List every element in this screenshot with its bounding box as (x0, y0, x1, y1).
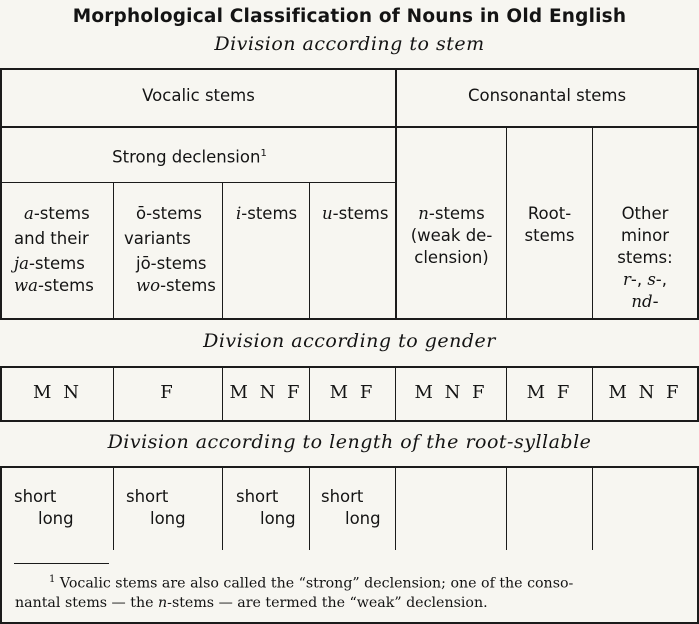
length-cell: short long (236, 487, 296, 528)
strong-header-divider (0, 182, 395, 183)
other-minor-stems-cell: Other minor stems: r-, s-, nd- (617, 204, 673, 311)
page-title: Morphological Classification of Nouns in Old English (72, 6, 627, 27)
gender-cell: M N (33, 382, 82, 403)
root-stems-cell: Root- stems (524, 204, 575, 245)
u-stems-cell: u-stems (322, 204, 389, 223)
o-stems-cell: ō-stems variants jō-stems wo-stems (124, 204, 216, 295)
footnote-mark: 1 (260, 148, 267, 159)
strong-declension-header: Strong declension$^1$ (112, 147, 267, 167)
length-cell: short long (126, 487, 186, 528)
gender-cell: M F (526, 382, 573, 403)
n-stems-cell: n-stems (weak de- clension) (410, 204, 493, 267)
gender-cell: M F (329, 382, 376, 403)
footnote: $^1$ Vocalic stems are also called the “strong” declension; one of the conso- nantal stems — the n-stems — are termed the “weak” declension. (15, 574, 574, 611)
footnote-rule (14, 563, 109, 564)
stem-division-heading: Division according to stem (214, 33, 485, 55)
length-cell: short long (321, 487, 381, 528)
length-cell: short long (14, 487, 74, 528)
stem-table-bottom-border (0, 318, 699, 320)
gender-cell: F (160, 382, 176, 403)
gender-cell: M N F (229, 382, 303, 403)
i-stems-cell: i-stems (236, 204, 298, 223)
a-stems-cell: a-stems and their ja-stems wa-stems (14, 204, 94, 295)
gender-cell: M N F (414, 382, 488, 403)
length-division-heading: Division according to length of the root-syllable (107, 431, 592, 453)
consonantal-header-divider (395, 126, 699, 128)
gender-cell: M N F (608, 382, 682, 403)
consonantal-stems-header: Consonantal stems (467, 86, 627, 105)
stem-table-top-border (0, 68, 699, 70)
vocalic-stems-header: Vocalic stems (142, 86, 255, 105)
gender-division-heading: Division according to gender (203, 330, 496, 352)
